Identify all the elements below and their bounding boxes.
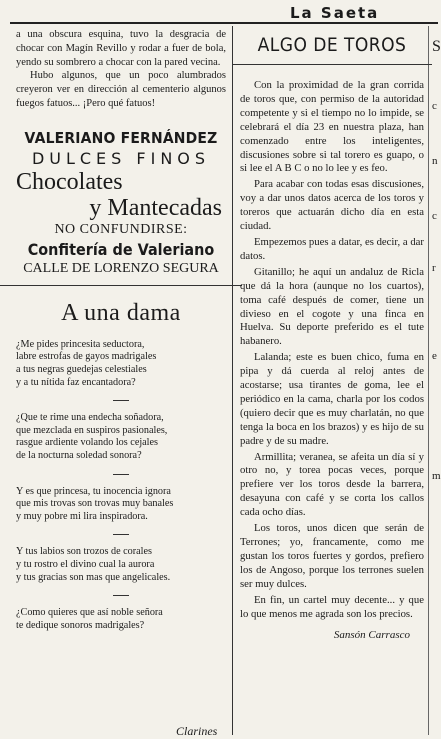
left-column <box>16 28 226 632</box>
ad-confiteria-name: Confitería de Valeriano <box>27 239 215 259</box>
article-title: ALGO DE TOROS <box>257 34 407 56</box>
article-paragraph: Los toros, unos dicen que serán de Terrones; yo, francamente, como me gustan los toros fuertes y gordos, prefiero los de Angoso, porque los terrones suelen ser muy dulces. <box>240 522 424 590</box>
ad-chocolates: Chocolates <box>16 168 123 195</box>
poem-line: que mezclada en suspiros pasionales, <box>16 424 168 436</box>
stanza-separator <box>113 474 129 475</box>
poem-line: y tu rostro el divino cual la aurora <box>16 558 155 570</box>
poem-stanza-5 <box>16 607 226 632</box>
ad-address: CALLE DE LORENZO SEGURA <box>23 260 219 276</box>
poem-line: de la nocturna soledad sonora? <box>16 449 142 461</box>
ad-bottom-rule <box>0 285 242 286</box>
poem-line: ¿Como quieres que así noble señora <box>16 607 163 619</box>
gutter-fragment: c <box>432 210 437 222</box>
article-paragraph: Gitanillo; he aquí un andaluz de Ricla que dá la hora (aunque no los cuartos), toma café después de comer, tiene un diviesо en el cogote y una finca en Huelva. Su deporte preferido es el tute habanero. <box>240 265 424 348</box>
page-header <box>0 0 438 24</box>
right-column-divider <box>428 26 429 735</box>
gutter-fragment: m <box>432 470 441 482</box>
gutter-fragment: S <box>432 38 441 55</box>
poem-line: a tus negras guedejas celestiales <box>16 363 147 375</box>
article-paragraph: Empezemos pues a datar, es decir, a dar datos. <box>240 235 424 262</box>
article-paragraph: En fin, un cartel muy decente... y que lo que menos me agrada son los precios. <box>240 593 424 620</box>
newspaper-title: La Saeta <box>290 4 380 22</box>
ad-no-confundirse: NO CONFUNDIRSE: <box>54 221 188 237</box>
intro-paragraph-1: a una obscura esquina, tuvo la desgracia de chocar con Magín Revillo y rodar a fuer de bola, yendo su sombrero a chocar con la pared vecina. <box>16 29 226 68</box>
poem-line: y a tu nítida faz encantadora? <box>16 376 136 388</box>
confiteria-advertisement <box>16 129 226 286</box>
article-signature: Sansón Carrasco <box>333 629 410 642</box>
header-rule <box>10 22 438 24</box>
poem-signature: Clarines <box>176 724 218 738</box>
article-paragraph: Para acabar con todas esas discusiones, voy a dar unos datos acerca de los toros y toreros que actuarán dicho día en esta ciudad. <box>240 178 424 233</box>
poem-line: Y tus labios son trozos de corales <box>16 546 152 558</box>
poem-stanza-3 <box>16 486 226 524</box>
poem-line: que mis trovas son trovas muy banales <box>16 498 174 510</box>
poem-line: labre estrofas de gayos madrigales <box>16 351 157 363</box>
poem-stanza-1 <box>16 339 226 389</box>
poem-line: y muy pobre mi lira inspiradora. <box>16 510 148 522</box>
poem-line: te dedique sonoros madrigales? <box>16 619 145 631</box>
poem-line: ¿Me pides princesita seductora, <box>16 338 145 350</box>
gutter-fragment: n <box>432 155 438 167</box>
intro-paragraph-2: Hubo algunos, que un poco alumbrados creyeron ver en dirección al cementerio algunos fuegos fatuos... ¡Pero qué fatuos! <box>16 70 226 109</box>
stanza-separator <box>113 534 129 535</box>
stanza-separator <box>113 595 129 596</box>
gutter-fragment: r <box>432 262 436 274</box>
ad-dulces-finos: DULCES FINOS <box>31 148 211 168</box>
poem-line: ¿Que te rime una endecha soñadora, <box>16 412 164 424</box>
stanza-separator <box>113 400 129 401</box>
column-divider <box>232 26 233 735</box>
ad-mantecadas: y Mantecadas <box>89 194 222 221</box>
poem-line: Y es que princesa, tu inocencia ignora <box>16 485 171 497</box>
gutter-fragment: c <box>432 100 437 112</box>
article-paragraph: Armillita; veranea, se afeita un día sí y otro no, y torea pocas veces, porque prefiere ver los toros desde la barrera, desayuna con café y se corta los callos cada ocho días. <box>240 450 424 519</box>
article-paragraph: Lalanda; este es buen chico, fuma en pipa y dá cuerda al reloj antes de acostarse; usa tirantes de goma, lee el periódico en la cama, charla por los codos (quiero decir que es muy charlatán, no que tenga la boca en los brazos) y es hijo de su padre y de su madre. <box>240 351 424 447</box>
article-paragraph: Con la proximidad de la gran corrida de toros que, con permiso de la autoridad competente y si el tiempo no lo impide, se celebrará el día 23 en nuestra plaza, han comenzado entre los inteligentes, discusiones sobre si tal torero es guapo, o si lee el A B C o no lo lee y es feo. <box>240 79 424 175</box>
poem-line: y tus gracias son mas que angelicales. <box>16 571 171 583</box>
ad-owner-name: VALERIANO FERNÁNDEZ <box>24 128 218 147</box>
poem-stanza-4 <box>16 546 226 584</box>
article-title-rule <box>232 64 432 65</box>
right-column <box>240 34 424 641</box>
poem-stanza-2 <box>16 412 226 462</box>
poem-line: rasgue ardiente volando los cejales <box>16 437 159 449</box>
gutter-fragment: e <box>432 350 437 362</box>
poem-title: A una dama <box>61 299 181 326</box>
